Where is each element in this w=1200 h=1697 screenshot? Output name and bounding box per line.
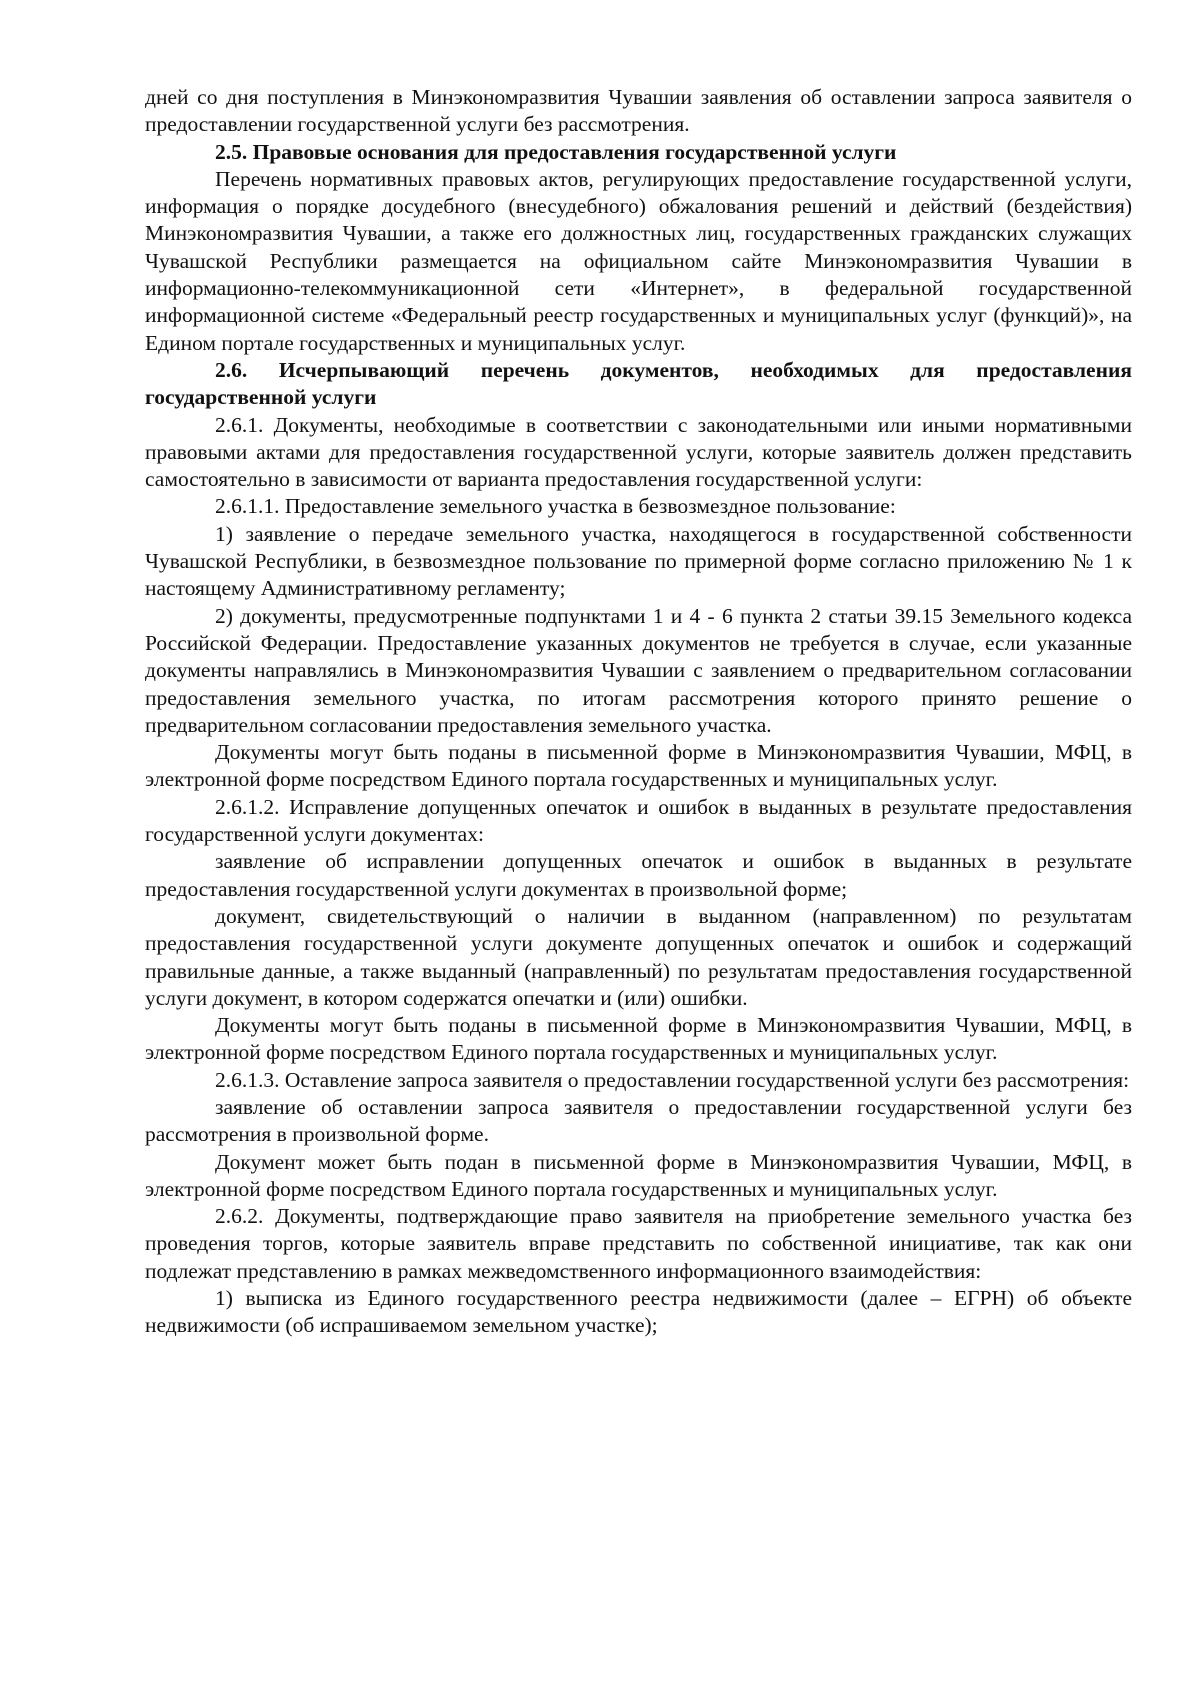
paragraph-2-6-1: 2.6.1. Документы, необходимые в соответствии с законодательными или иными нормативными правовыми актами для предоставления государственной услуги, которые заявитель должен представить самостоятельно в зависимости от варианта предоставления государственной услуги: bbox=[145, 412, 1132, 492]
paragraph-submission-1: Документы могут быть поданы в письменной форме в Минэкономразвития Чувашии, МФЦ, в электронной форме посредством Единого портала государственных и муниципальных услуг. bbox=[145, 740, 1132, 792]
list-item-application: 1) заявление о передаче земельного участка, находящегося в государственной собственности Чувашской Республики, в безвозмездное пользование по примерной форме согласно приложению № 1 к настоящему Административному регламенту; bbox=[145, 521, 1132, 601]
paragraph-2-6-1-1: 2.6.1.1. Предоставление земельного участка в безвозмездное пользование: bbox=[215, 494, 896, 519]
list-item-egrn-extract: 1) выписка из Единого государственного реестра недвижимости (далее – ЕГРН) об объекте недвижимости (об испрашиваемом земельном участке); bbox=[145, 1286, 1132, 1338]
paragraph-continuation: дней со дня поступления в Минэкономразвития Чувашии заявления об оставлении запроса заявителя о предоставлении государственной услуги без рассмотрения. bbox=[145, 85, 1132, 137]
paragraph-2-6-2: 2.6.2. Документы, подтверждающие право заявителя на приобретение земельного участка без проведения торгов, которые заявитель вправе представить по собственной инициативе, так как они подлежат представлению в рамках межведомственного информационного взаимодействия: bbox=[145, 1204, 1132, 1283]
document-page bbox=[145, 84, 1132, 1340]
paragraph-withdrawal-application: заявление об оставлении запроса заявителя о предоставлении государственной услуги без рассмотрения в произвольной форме. bbox=[145, 1094, 1132, 1147]
paragraph-2-6-1-3: 2.6.1.3. Оставление запроса заявителя о предоставлении государственной услуги без рассмотрения: bbox=[215, 1067, 1130, 1092]
paragraph-correction-evidence: документ, свидетельствующий о наличии в выданном (направленном) по результатам предоставления государственной услуги документе допущенных опечаток и ошибок и содержащий правильные данные, а также выданный (направленный) по результатам предоставления государственной услуги документ, в котором содержатся опечатки и (или) ошибки. bbox=[145, 903, 1132, 1010]
paragraph-2-6-1-2: 2.6.1.2. Исправление допущенных опечаток и ошибок в выданных в результате предоставления государственной услуги документах: bbox=[145, 794, 1132, 847]
paragraph-submission-3: Документ может быть подан в письменной форме в Минэкономразвития Чувашии, МФЦ, в электронной форме посредством Единого портала государственных и муниципальных услуг. bbox=[145, 1149, 1132, 1201]
paragraph-legal-grounds: Перечень нормативных правовых актов, регулирующих предоставление государственной услуги, информация о порядке досудебного (внесудебного) обжалования решений и действий (бездействия) Минэкономразвития Чувашии, а также его должностных лиц, государственных гражданских служащих Чувашской Республики размещается на официальном сайте Минэкономразвития Чувашии в информационно-телекоммуникационной сети «Интернет», в федеральной государственной информационной системе «Федеральный реестр государственных и муниципальных услуг (функций)», на Едином портале государственных и муниципальных услуг. bbox=[145, 166, 1132, 355]
list-item-documents: 2) документы, предусмотренные подпунктами 1 и 4 - 6 пункта 2 статьи 39.15 Земельного кодекса Российской Федерации. Предоставление указанных документов не требуется в случае, если указанные документы направлялись в Минэкономразвития Чувашии с заявлением о предварительном согласовании предоставления земельного участка, по итогам рассмотрения которого принято решение о предварительном согласовании предоставления земельного участка. bbox=[145, 603, 1132, 737]
section-heading-2-6: 2.6. Исчерпывающий перечень документов, необходимых для предоставления государственной услуги bbox=[145, 357, 1132, 410]
paragraph-correction-application: заявление об исправлении допущенных опечаток и ошибок в выданных в результате предоставления государственной услуги документах в произвольной форме; bbox=[145, 849, 1132, 901]
section-heading-2-5: 2.5. Правовые основания для предоставления государственной услуги bbox=[215, 139, 897, 164]
paragraph-submission-2: Документы могут быть поданы в письменной форме в Минэкономразвития Чувашии, МФЦ, в электронной форме посредством Единого портала государственных и муниципальных услуг. bbox=[145, 1013, 1132, 1065]
